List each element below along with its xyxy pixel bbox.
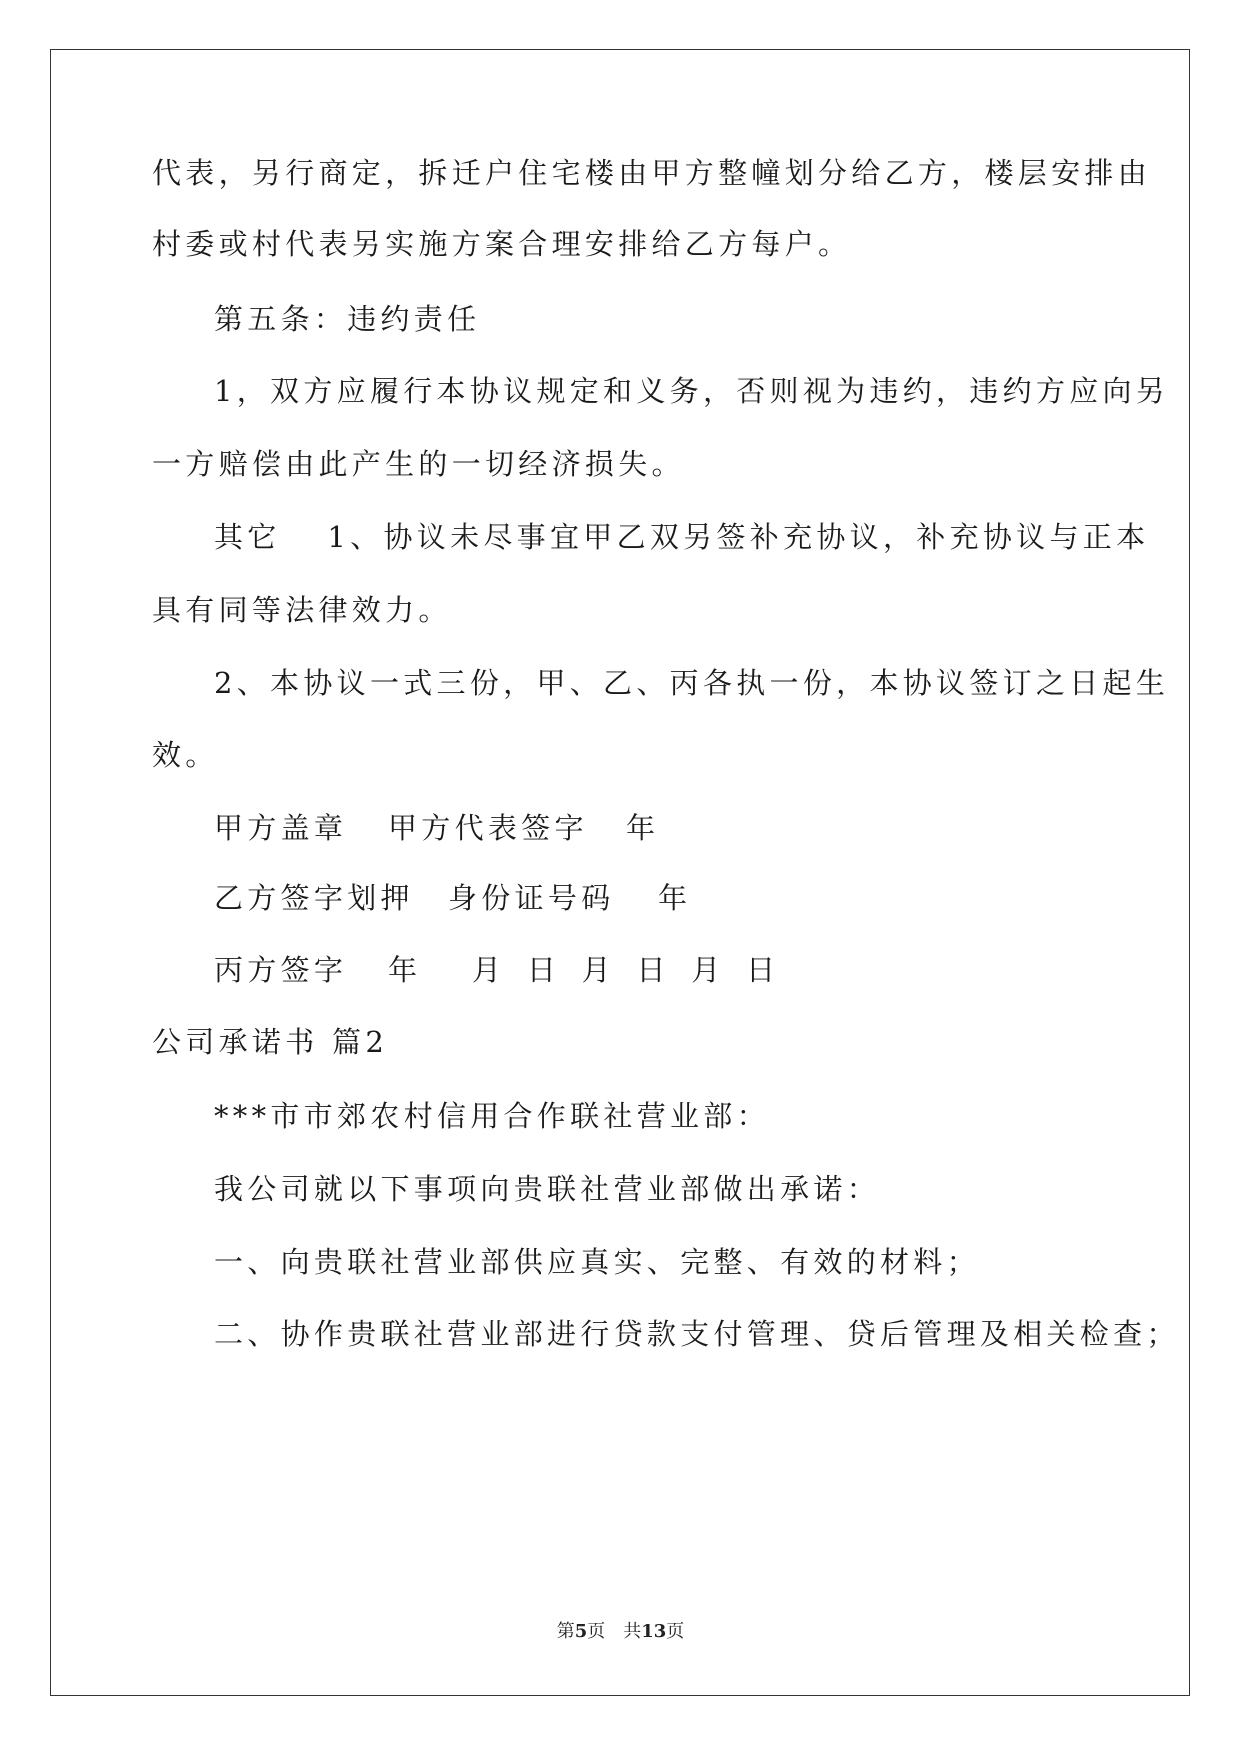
party-b-id-label: 身份证号码 — [448, 881, 615, 915]
commitment-item-2: 二、协作贵联社营业部进行贷款支付管理、贷后管理及相关检查； — [214, 1317, 1180, 1351]
footer-page-prefix: 第 — [556, 1621, 575, 1642]
addressee-line: ***市市郊农村信用合作联社营业部： — [214, 1099, 770, 1133]
party-b-year-label: 年 — [658, 881, 692, 915]
commitment-item-1: 一、向贵联社营业部供应真实、完整、有效的材料； — [214, 1245, 980, 1279]
footer-page-number: 5 — [574, 1621, 588, 1642]
body-line-2: 村委或村代表另实施方案合理安排给乙方每户。 — [152, 227, 852, 261]
footer-page-suffix: 页 — [666, 1621, 685, 1642]
body-line-4: 1，双方应履行本协议规定和义务，否则视为违约，违约方应向另 — [214, 374, 1170, 408]
party-b-sign-label: 乙方签字划押 — [214, 881, 414, 915]
party-a-rep-label: 甲方代表签字 — [388, 811, 588, 845]
page-border — [50, 49, 1190, 1696]
body-line-9: 效。 — [152, 738, 219, 772]
section-2-heading: 公司承诺书 篇2 — [152, 1025, 389, 1059]
party-a-year-label: 年 — [626, 811, 660, 845]
page-footer — [0, 1617, 1241, 1643]
body-line-6: 其它 1、协议未尽事宜甲乙双另签补充协议，补充协议与正本 — [214, 520, 1150, 554]
signature-line-party-a — [214, 811, 660, 845]
signature-line-party-b — [214, 881, 692, 915]
footer-page-mid: 页 共 — [587, 1621, 642, 1642]
body-line-8: 2、本协议一式三份，甲、乙、丙各执一份，本协议签订之日起生 — [214, 666, 1170, 700]
party-a-seal-label: 甲方盖章 — [214, 811, 348, 845]
party-c-year-label: 年 — [388, 953, 422, 987]
body-line-7: 具有同等法律效力。 — [152, 593, 452, 627]
signature-line-party-c — [214, 953, 780, 987]
body-line-5: 一方赔偿由此产生的一切经济损失。 — [152, 447, 685, 481]
body-line-1: 代表，另行商定，拆迁户住宅楼由甲方整幢划分给乙方，楼层安排由 — [152, 156, 1152, 190]
article-5-heading: 第五条：违约责任 — [214, 302, 481, 336]
party-c-date-labels: 月 日 月 日 月 日 — [472, 953, 780, 987]
footer-page-total: 13 — [641, 1621, 667, 1642]
commitment-intro: 我公司就以下事项向贵联社营业部做出承诺： — [214, 1172, 881, 1206]
party-c-sign-label: 丙方签字 — [214, 953, 348, 987]
